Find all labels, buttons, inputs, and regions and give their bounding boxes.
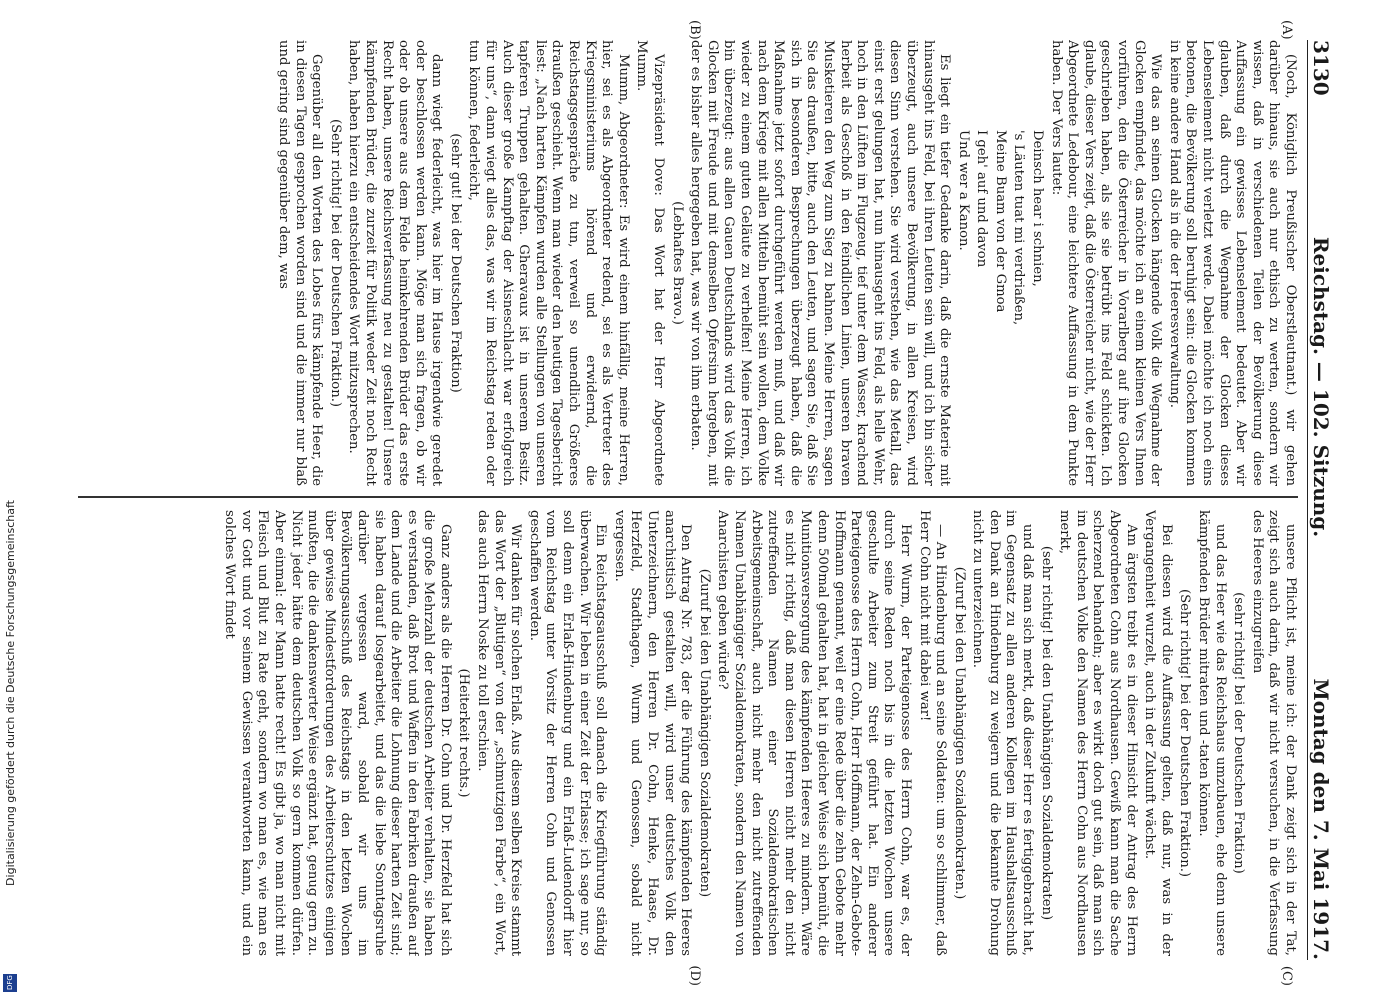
paragraph: und das Heer wie das Reichshaus umzubauen, ehe denn unsere kämpfenden Brüder mitraten und -taten können. [1195, 510, 1228, 956]
margin-letter-d: (D) [686, 965, 702, 986]
paragraph: (Noch, Königlich Preußischer Oberstleutnant.) wir gehen darüber hinaus, sie auch nur ethisch zu werten, sondern wir wissen, daß in verschiedenen Teilen der Bevölkerung diese Auffassung ein gewisses Lebenselement bedeutet. Aber wir glauben, daß durch die Wegnahme der Glocken dieses Lebenselement nicht verletzt werde. Dabei möchte ich noch eins betonen, die Bevölkerung soll beruhigt sein: die Glocken kommen in keine andere Hand als in die der Heeresverwaltung. [1166, 40, 1298, 486]
paragraph: Ganz anders als die Herren Dr. Cohn und Dr. Herzfeld hat sich die große Mehrzahl der deutschen Arbeiter verhalten, sie haben es verstanden, daß Brot und Waffen in den Fabriken draußen auf dem Lande und die Arbeiter die Lohnung dieser harten Zeit sind; sie haben darauf losgearbeitet, und das die liebe Sonntagsruhe darüber vergessen ward, sobald wir uns im Bevölkerungsausschuß des Reichstags in den letzten Wochen über gewisse Mindestforderungen des Arbeiterschutzes einigen mußten, die die dankenswerter Weise ergänzt hat, genug gern zu. Nicht jeder hätte dem deutschen Volk so gern kommen dürfen. Aber einmal: der Mann hatte recht! Es gibt ja, wo man nicht mit Fleisch und Blut zu Rate geht, sondern wo man es, wie man es vor Gott und vor seinem Gewissen verantworten kann, und ein solches Wort findet [221, 510, 453, 956]
page-title: Reichstag. — 102. Sitzung. [1308, 236, 1333, 538]
paragraph: Ein Reichstagsausschuß soll danach die Kriegführung ständig überwachen. Wir leben in einer Zeit der Erlasse; ich sage nur, so soll denn ein Erlaß-Hindenburg und ein Erlaß-Ludendorff hier vom Reichstag unter Vorsitz der Herren Cohn und Genossen geschaffen werden. [526, 510, 608, 956]
interjection: (Zuruf bei den Unabhängigen Sozialdemokraten) [696, 568, 712, 898]
interjection: (sehr richtig! bei den Unabhängigen Sozialdemokraten) [1038, 545, 1054, 921]
dfg-logo: DFG [3, 974, 17, 992]
paragraph: Es liegt ein tiefer Gedanke darin, daß die ernste Materie mit hinausgeht ins Feld, bei ihren Leuten sein will, und ich bin sicher überzeugt, auch unsere Bevölkerung, in allen Kreisen, wird diesen Sinn verstehen. Sie wird verstehen, wie das Metall, das einst erst gelungen hat, nun hinausgeht ins Feld, als helle Wehr, hoch in den Lüften im Flugzeug, tief unter dem Wasser, krachend herbeit als Geschoß in den feindlichen Linien, unseren braven Musketieren den Weg zum Sieg zu bahnen. Meine Herren, sagen Sie das draußen, bitte, auch den Leuten, und sagen Sie, daß Sie sich in besonderen Besprechungen überzeugt haben, daß die Maßnahme jetzt sofort durchgeführt werden muß, und daß wir nach dem Kriege mit allen Mitteln bemüht sein wollen, dem Volke wieder zu einem guten Geläute zu verhelfen! Meine Herren, ich bin überzeugt: aus allen Gauen Deutschlands wird das Volk die Glocken mit Freude und mit demselben Opfersinn hergeben, mit der es bisher alles hergegeben hat, was wir von ihm erbaten. [687, 40, 952, 486]
paragraph: Am ärgsten treibt es in dieser Hinsicht der Antrag des Herrn Abgeordneten Cohn aus Nordhausen. Gewiß kann man die Sache scherzend behandeln; aber es wirkt doch gut sein, daß man sich im deutschen Volke den Namen des Herrn Cohn aus Nordhausen merkt, [1056, 510, 1139, 956]
margin-letter-b: (B) [686, 20, 702, 40]
interjection: (Lebhaftes Bravo.) [669, 201, 685, 325]
paragraph: Bei diesen wird die Auffassung gelten, daß nur, was in der Vergangenheit wurzelt, auch in der Zukunft wächst. [1141, 510, 1174, 956]
paragraph: dann wiegt federleicht, was hier im Hause irgendwie geredet oder beschlossen werden kann. Möge man sich fragen, ob wir oder ob unsere aus dem Felde heimkehrenden Brüder das erste Recht haben, unsere Reichsverfassung neu zu gestalten! Unsere kämpfenden Brüder, die zurzeit für Politik weder Zeit noch Recht haben, haben hierzu ein entscheidendes Wort mitzusprechen. [345, 40, 444, 486]
paragraph: und daß man sich merkt, daß dieser Herr es fertiggebracht hat, im Gegensatz zu allen anderen Kollegen im Haushaltsausschuß den Dank an Hindenburg zu weigern und die bekannte Drohung nicht zu unterzeichnen. [969, 510, 1035, 956]
paragraph: Mumm, Abgeordneter: Es wird einem hinfällig, meine Herren, hier, sei es als Abgeordneter redend, sei es als Vertreter des Kriegsministeriums hörend und erwidernd, die Reichstagsgespräche zu tun, verweil so unendlich Größeres draußen geschieht. Wenn man wieder den heutigen Tagesbericht liest: „Nach harten Kämpfen wurden alle Stellungen von unseren tapferen Truppen gehalten. Gheravaux ist in unserem Besitz. Auch dieser große Kampftag der Aisneschlacht war erfolgreich für uns“, dann wiegt alles das, was wir im Reichstag reden oder tun können, federleicht, [466, 40, 631, 486]
paragraph: Herr Wurm, der Parteigenosse des Herrn Cohn, war es, der durch seine Reden noch bis in die letzten Wochen unsere geschulte Arbeiter zum Streit geführt hat. Ein anderer Parteigenosse des Herrn Cohn, Herr Hoffmann, der Zehn-Gebote-Hoffmann genannt, weil er eine Rede über die zehn Gebote mehr denn 500mal gehalten hat, hat in gleicher Weise sich bemüht, die Munitionsversorgung des kämpfenden Heeres zu mindern. Wäre es nicht richtig, daß man diesen Herren nicht mehr den nicht zutreffenden Namen einer Sozialdemokratischen Arbeitsgemeinschaft, auch nicht mehr den nicht zutreffenden Namen Unabhängiger Sozialdemokraten, sondern den Namen von Anarchisten geben würde? [714, 510, 913, 956]
right-column [78, 510, 1298, 956]
verse-line: Deinsch hear i schnien, [1029, 130, 1045, 287]
paragraph: Wie das an seinen Glocken hängende Volk die Wegnahme der Glocken empfindet, das möchte ich an einem kleinen Vers Ihnen vorführen, den die Österreicher in Vorarlberg auf ihre Glocken geschrieben haben, als sie sie betrübt ins Feld schickten. Ich glaube, dieser Vers zeigt, daß die Österreicher nicht, wie der Herr Abgeordnete Ledebour, eine leichtere Auffassung in dem Punkte haben. Der Vers lautet: [1048, 40, 1163, 486]
paragraph: Vizepräsident Dove: Das Wort hat der Herr Abgeordnete Mumm. [633, 40, 666, 486]
verse-line: Und wer a Kanon. [955, 130, 971, 251]
paragraph: — An Hindenburg und an seine Soldaten: um so schlimmer, daß Herr Cohn nicht mit dabei war! [916, 510, 948, 956]
interjection: (Sehr richtig! bei der Deutschen Fraktion.) [1176, 588, 1192, 878]
interjection: (Zuruf bei den Unabhängigen Sozialdemokraten.) [951, 566, 967, 900]
digitization-note: Digitalisierung gefördert durch die Deutsche Forschungsgemeinschaft [4, 500, 17, 886]
paragraph: Wir danken für solchen Erlaß. Aus diesem selben Kreise stammt das Wort der „Blutigen“ von der „schmutzigen Farbe“, ein Wort, das auch Herrn Noske zu toll erschien. [474, 510, 523, 956]
verse-line: 's Läuten tuat mi verdriaßen, [1011, 130, 1026, 326]
paragraph: unsere Pflicht ist, meine ich: der Dank zeigt sich in der Tat, zeigt sich auch darin, daß wir nicht versuchen, in die Verfassung des Heeres einzugreifen [1249, 510, 1298, 956]
page-number: 3130 [1308, 40, 1333, 96]
paragraph: Den Antrag Nr. 783, der die Führung des kämpfenden Heeres anarchistisch gestalten will, wird unser deutsches Volk den Unterzeichnern, den Herren Dr. Cohn, Henke, Haase, Dr. Herzfeld, Stadthagen, Wurm und Genossen, sobald nicht vergessen. [611, 510, 693, 956]
page-header [1307, 40, 1334, 960]
interjection: (sehr gut! bei der Deutschen Fraktion) [447, 133, 463, 393]
verse-line: Meine Buam von der Gmoa [992, 130, 1008, 313]
margin-letter-a: (A) [1278, 20, 1294, 40]
left-column [78, 40, 1298, 486]
interjection: (Heiterkeit rechts.) [456, 668, 471, 798]
margin-letter-c: (C) [1278, 965, 1294, 986]
interjection: (sehr richtig! bei der Deutschen Fraktion) [1230, 592, 1246, 874]
document-page [42, 10, 1342, 990]
interjection: (Sehr richtig! bei der Deutschen Fraktion.) [327, 118, 343, 408]
page-date: Montag den 7. Mai 1917. [1308, 678, 1333, 960]
column-divider [78, 496, 1298, 498]
paragraph: Gegenüber all den Worten des Lobes fürs kämpfende Heer, die in diesen Tagen gesprochen worden sind und die immer nur blaß und gering sind gegenüber dem, was [275, 40, 324, 486]
verse-line: I geh' auf und davon [973, 130, 989, 268]
